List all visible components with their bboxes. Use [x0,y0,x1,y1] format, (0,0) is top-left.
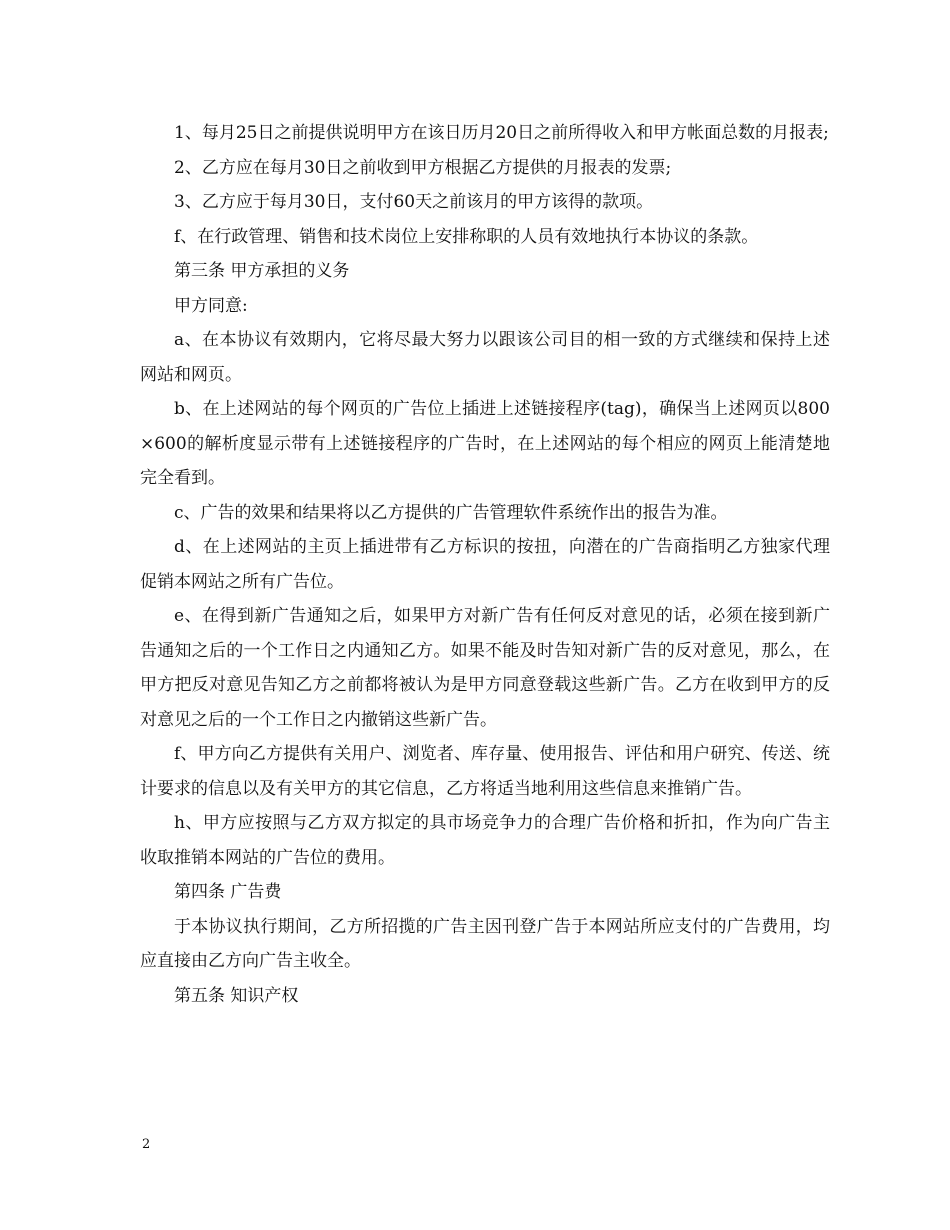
paragraph-item-2: 2、乙方应在每月30日之前收到甲方根据乙方提供的月报表的发票; [174,157,672,178]
document-body [140,116,830,1013]
paragraph-ad-fees: 于本协议执行期间，乙方所招揽的广告主因刊登广告于本网站所应支付的广告费用，均应直接由乙方向广告主收全。 [140,916,830,971]
section-heading-article-4: 第四条 广告费 [174,882,282,902]
paragraph-item-1: 1、每月25日之前提供说明甲方在该日历月20日之前所得收入和甲方帐面总数的月报表; [174,123,829,143]
section-heading-article-5: 第五条 知识产权 [174,985,299,1006]
clause-f: f、甲方向乙方提供有关用户、浏览者、库存量、使用报告、评估和用户研究、传送、统计要求的信息以及有关甲方的其它信息，乙方将适当地利用这些信息来推销广告。 [140,744,830,799]
page-number: 2 [142,1137,151,1152]
section-heading-article-3: 第三条 甲方承担的义务 [174,261,350,281]
clause-c: c、广告的效果和结果将以乙方提供的广告管理软件系统作出的报告为准。 [174,502,728,523]
paragraph-party-a-agrees: 甲方同意: [174,295,248,316]
clause-b: b、在上述网站的每个网页的广告位上插进上述链接程序(tag)，确保当上述网页以800×600的解析度显示带有上述链接程序的广告时，在上述网站的每个相应的网页上能清楚地完全看到。 [140,399,830,488]
paragraph-item-3: 3、乙方应于每月30日，支付60天之前该月的甲方该得的款项。 [174,192,654,212]
clause-e: e、在得到新广告通知之后，如果甲方对新广告有任何反对意见的话，必须在接到新广告通知之后的一个工作日之内通知乙方。如果不能及时告知对新广告的反对意见，那么，在甲方把反对意见告知乙方之前都将被认为是甲方同意登载这些新广告。乙方在收到甲方的反对意见之后的一个工作日之内撤销这些新广告。 [140,606,830,730]
clause-a: a、在本协议有效期内，它将尽最大努力以跟该公司目的相一致的方式继续和保持上述网站和网页。 [140,330,830,385]
clause-h: h、甲方应按照与乙方双方拟定的具市场竞争力的合理广告价格和折扣，作为向广告主收取推销本网站的广告位的费用。 [140,813,830,868]
paragraph-item-f-staffing: f、在行政管理、销售和技术岗位上安排称职的人员有效地执行本协议的条款。 [174,226,759,247]
clause-d: d、在上述网站的主页上插进带有乙方标识的按扭，向潜在的广告商指明乙方独家代理促销本网站之所有广告位。 [140,537,830,592]
